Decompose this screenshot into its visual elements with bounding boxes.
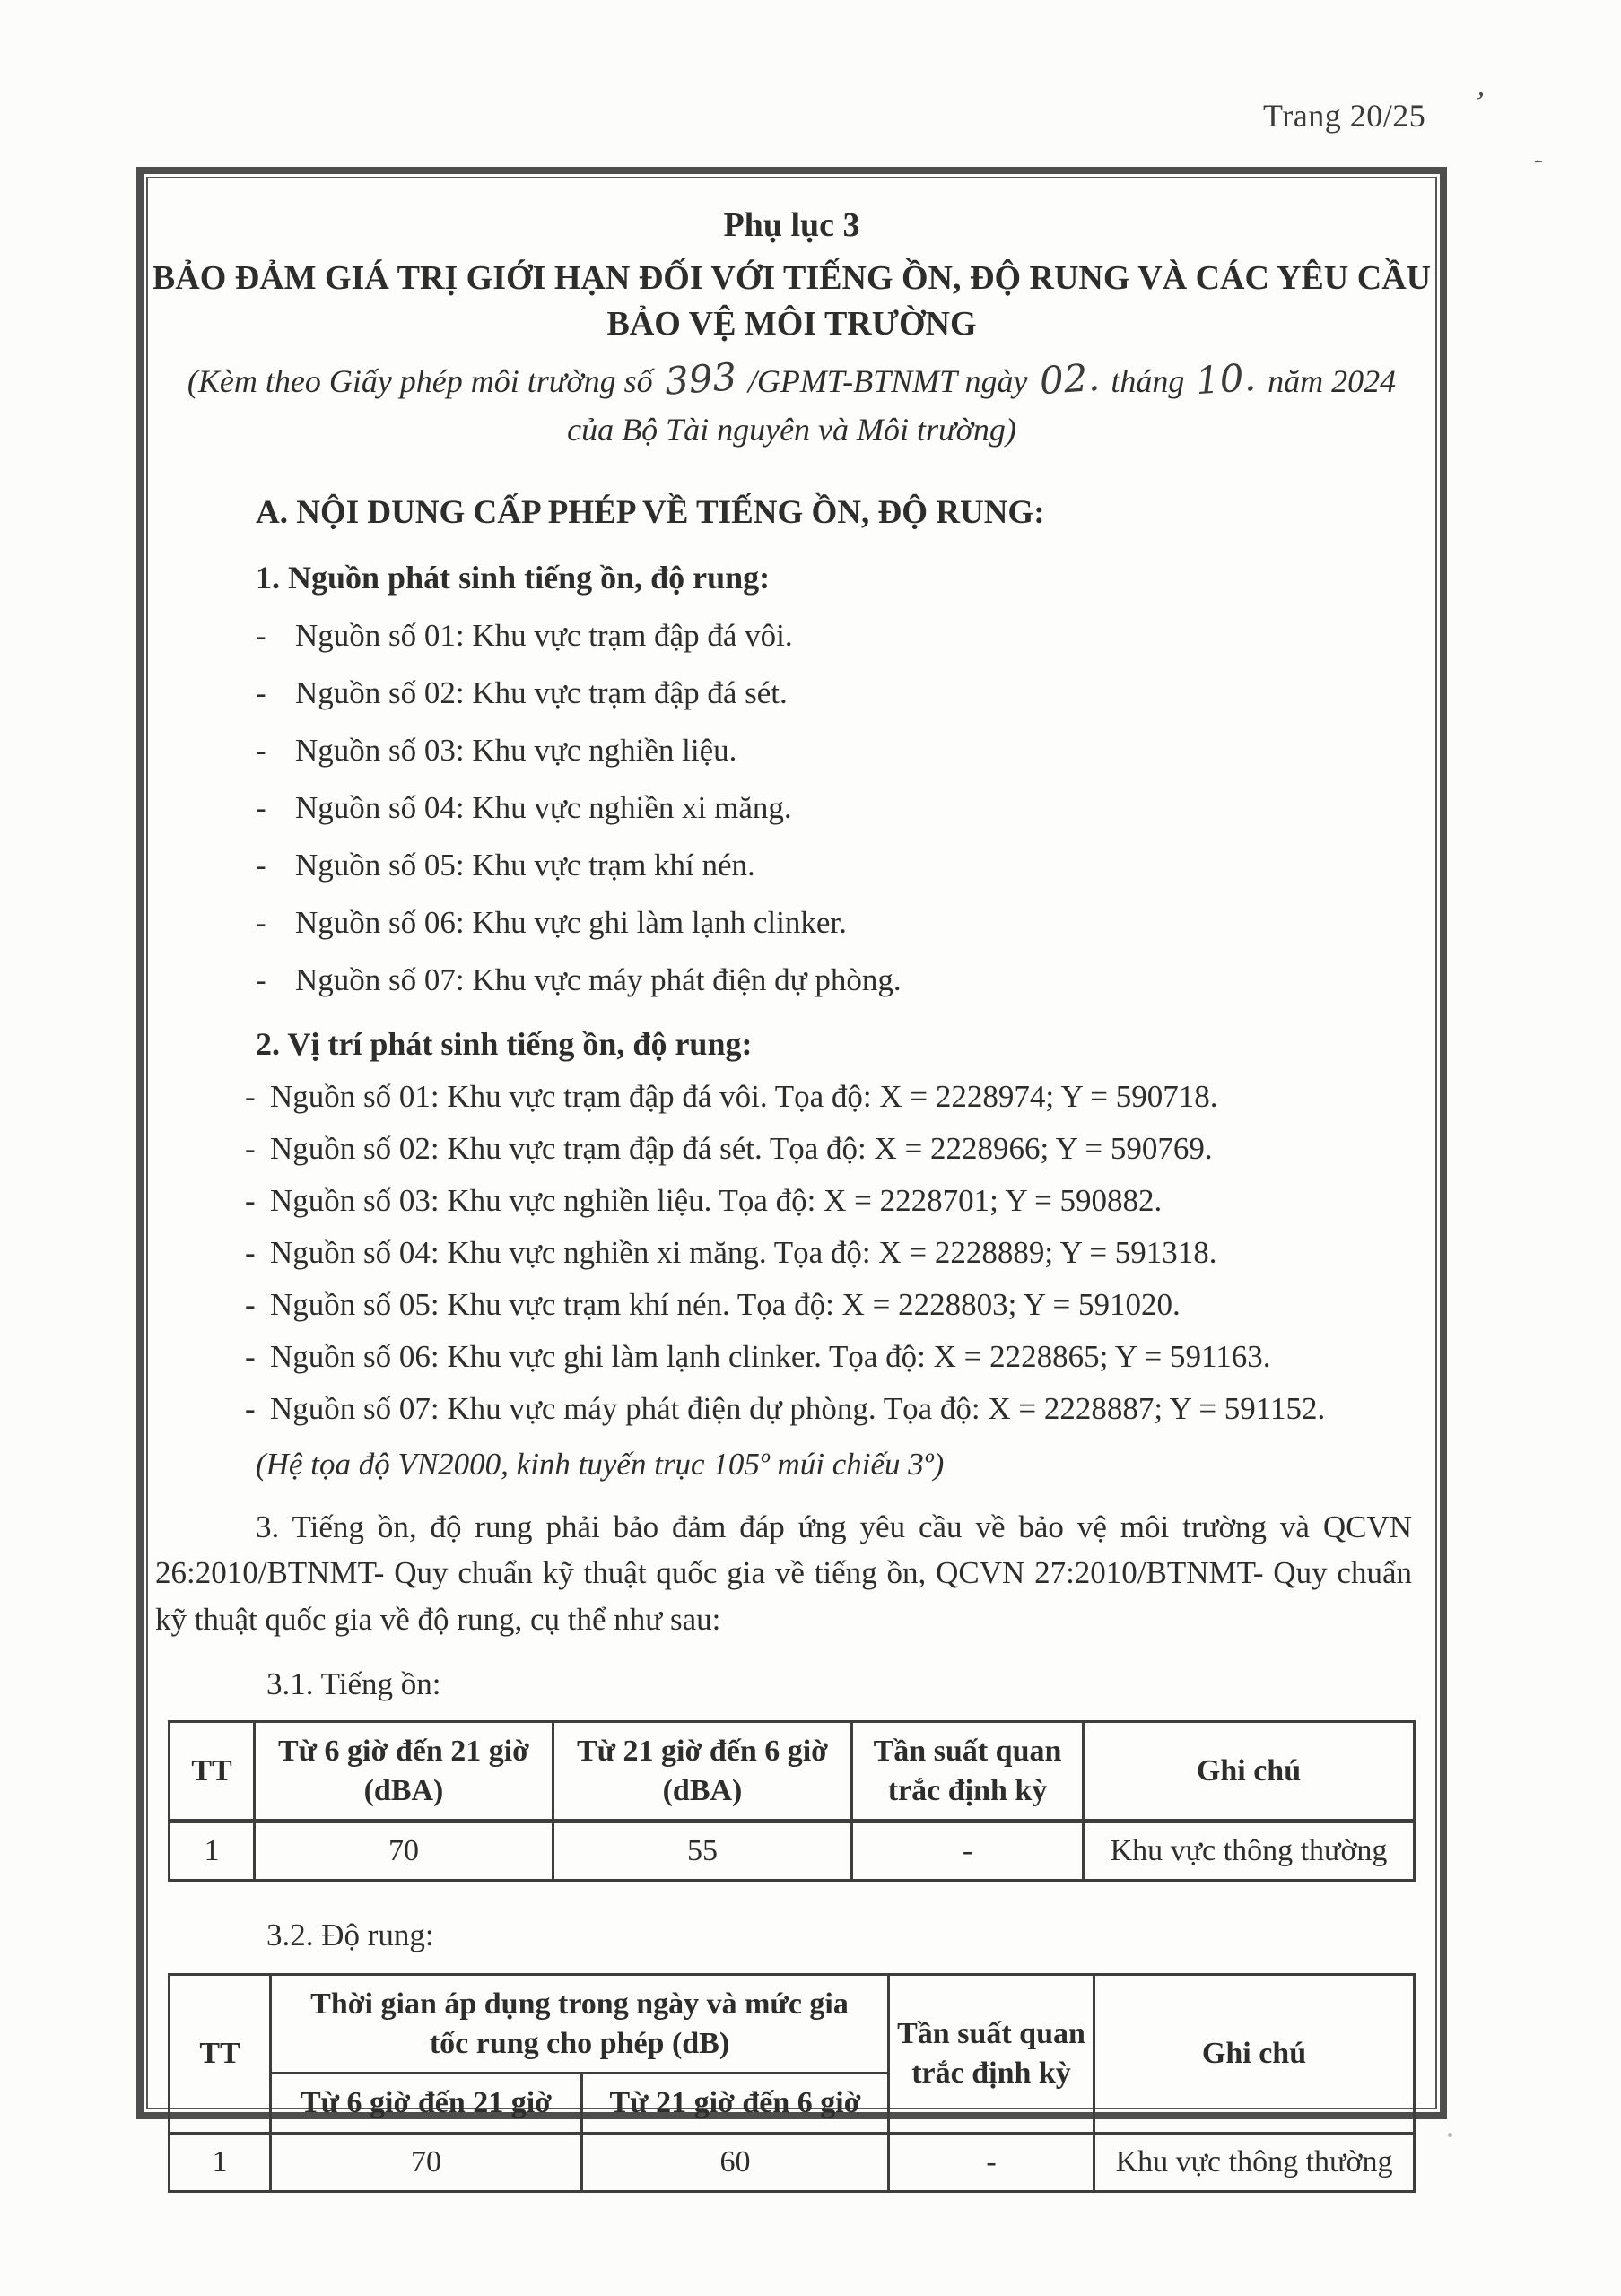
noise-header-nighttime-line1: Từ 21 giờ đến 6 giờ: [576, 1734, 829, 1768]
document-subtitle: [148, 353, 1435, 454]
noise-header-nighttime: [553, 1721, 852, 1821]
dash-bullet: -: [245, 1338, 256, 1374]
table-header-row: [170, 1721, 1415, 1821]
permit-day-handwritten: 02.: [1037, 354, 1101, 403]
list-item: [245, 1287, 1435, 1323]
noise-header-nighttime-line2: (dBA): [662, 1773, 743, 1807]
document-title-line2: VÀ CÁC YÊU CẦU BẢO VỆ MÔI TRƯỜNG: [606, 259, 1432, 344]
noise-cell-note: Khu vực thông thường: [1084, 1822, 1415, 1881]
section-2-heading: 2. Vị trí phát sinh tiếng ồn, độ rung:: [256, 1025, 753, 1062]
list-item-text: Nguồn số 05: Khu vực trạm khí nén.: [295, 847, 755, 883]
list-item: [245, 1339, 1435, 1375]
document-title-line1: BẢO ĐẢM GIÁ TRỊ GIỚI HẠN ĐỐI VỚI TIẾNG ỒN, ĐỘ RUNG: [152, 259, 1130, 297]
noise-header-frequency-line1: Tần suất quan: [873, 1734, 1062, 1768]
section-3-1-heading: 3.1. Tiếng ồn:: [266, 1665, 441, 1701]
list-item-text: Nguồn số 06: Khu vực ghi làm lạnh clinker.: [295, 904, 847, 940]
noise-cell-daytime: 70: [255, 1822, 553, 1881]
list-item-text: Nguồn số 06: Khu vực ghi làm lạnh clinker. Tọa độ: X = 2228865; Y = 591163.: [270, 1338, 1271, 1374]
section-1-heading: 1. Nguồn phát sinh tiếng ồn, độ rung:: [256, 559, 771, 596]
list-item: [256, 905, 1435, 941]
noise-header-daytime-line2: (dBA): [363, 1773, 444, 1807]
document-title: [148, 256, 1435, 348]
subtitle-line2: của Bộ Tài nguyên và Môi trường): [567, 411, 1016, 448]
list-item: [245, 1079, 1435, 1115]
list-item-text: Nguồn số 04: Khu vực nghiền xi măng. Tọa độ: X = 2228889; Y = 591318.: [270, 1234, 1217, 1270]
list-item-text: Nguồn số 05: Khu vực trạm khí nén. Tọa độ: X = 2228803; Y = 591020.: [270, 1286, 1181, 1322]
dash-bullet: -: [256, 732, 266, 768]
noise-limits-table: [168, 1720, 1416, 1882]
list-item-text: Nguồn số 04: Khu vực nghiền xi măng.: [295, 789, 792, 825]
list-item: [245, 1235, 1435, 1271]
noise-cell-nighttime: 55: [553, 1822, 852, 1881]
vibration-header-tt: TT: [170, 1975, 271, 2134]
scan-artifact-mark: ʼ: [1468, 85, 1488, 120]
dash-bullet: -: [245, 1286, 256, 1322]
vibration-limits-table: [168, 1973, 1416, 2193]
dash-bullet: -: [245, 1130, 256, 1166]
vibration-subheader-nighttime: Từ 21 giờ đến 6 giờ: [582, 2074, 889, 2134]
vibration-header-span: [271, 1975, 889, 2074]
vibration-cell-tt: 1: [170, 2133, 271, 2191]
subtitle-post: năm 2024: [1268, 362, 1397, 399]
subtitle-line1: [148, 353, 1435, 405]
document-frame-inner: [146, 177, 1437, 2179]
list-item: [256, 675, 1435, 711]
document-frame: [136, 167, 1447, 2179]
vibration-header-span-line1: Thời gian áp dụng trong ngày và mức gia: [310, 1987, 849, 2022]
list-item-text: Nguồn số 07: Khu vực máy phát điện dự phòng. Tọa độ: X = 2228887; Y = 591152.: [270, 1390, 1326, 1426]
dash-bullet: -: [256, 961, 266, 997]
vibration-header-frequency-line2: trắc định kỳ: [911, 2056, 1071, 2090]
vibration-subheader-daytime: Từ 6 giờ đến 21 giờ: [271, 2074, 582, 2134]
vibration-cell-frequency: -: [889, 2133, 1094, 2191]
list-item: [256, 790, 1435, 826]
dash-bullet: -: [245, 1390, 256, 1426]
noise-header-frequency: [852, 1721, 1084, 1821]
vibration-cell-daytime: 70: [271, 2133, 582, 2191]
subtitle-mid: /GPMT-BTNMT ngày: [747, 362, 1028, 399]
list-item-text: Nguồn số 03: Khu vực nghiền liệu.: [295, 732, 737, 768]
list-item-text: Nguồn số 02: Khu vực trạm đập đá sét.: [295, 674, 788, 710]
subtitle-pre: (Kèm theo Giấy phép môi trường số: [187, 362, 653, 399]
table-row: [170, 1822, 1415, 1881]
list-item-text: Nguồn số 01: Khu vực trạm đập đá vôi. Tọa độ: X = 2228974; Y = 590718.: [270, 1078, 1218, 1114]
dash-bullet: -: [256, 904, 266, 940]
noise-header-frequency-line2: trắc định kỳ: [887, 1773, 1048, 1807]
appendix-label: Phụ lục 3: [723, 206, 860, 244]
section-a-heading: A. NỘI DUNG CẤP PHÉP VỀ TIẾNG ỒN, ĐỘ RUNG:: [256, 493, 1045, 531]
dash-bullet: -: [256, 789, 266, 825]
scan-artifact-dot: [1448, 2133, 1452, 2137]
dash-bullet: -: [256, 617, 266, 653]
page-number-label: Trang 20/25: [1263, 98, 1426, 134]
noise-header-tt: TT: [170, 1721, 255, 1821]
noise-header-daytime-line1: Từ 6 giờ đến 21 giờ: [277, 1734, 530, 1768]
vibration-cell-note: Khu vực thông thường: [1094, 2133, 1415, 2191]
list-item: [245, 1131, 1435, 1167]
list-item: [256, 733, 1435, 769]
dash-bullet: -: [245, 1182, 256, 1218]
table-header-row: [170, 1975, 1415, 2074]
list-item: [245, 1391, 1435, 1427]
noise-cell-frequency: -: [852, 1822, 1084, 1881]
dash-bullet: -: [256, 847, 266, 883]
section-3-2-heading: 3.2. Độ rung:: [266, 1918, 434, 1953]
table-row: [170, 2133, 1415, 2191]
vibration-header-span-line2: tốc rung cho phép (dB): [429, 2026, 730, 2060]
list-item: [245, 1183, 1435, 1219]
list-item: [256, 848, 1435, 883]
coordinate-system-note: (Hệ tọa độ VN2000, kinh tuyến trục 105º múi chiếu 3º): [256, 1446, 945, 1482]
dash-bullet: -: [245, 1234, 256, 1270]
noise-cell-tt: 1: [170, 1822, 255, 1881]
dash-bullet: -: [245, 1078, 256, 1114]
vibration-header-frequency: [889, 1975, 1094, 2134]
vibration-header-note: Ghi chú: [1094, 1975, 1415, 2134]
noise-header-note: Ghi chú: [1084, 1721, 1415, 1821]
vibration-cell-nighttime: 60: [582, 2133, 889, 2191]
permit-month-handwritten: 10.: [1194, 354, 1258, 403]
vibration-header-frequency-line1: Tần suất quan: [897, 2017, 1085, 2051]
list-item: [256, 962, 1435, 998]
noise-header-daytime: [255, 1721, 553, 1821]
paragraph-3: 3. Tiếng ồn, độ rung phải bảo đảm đáp ứng yêu cầu về bảo vệ môi trường và QCVN 26:2010/BTNMT- Quy chuẩn kỹ thuật quốc gia về tiếng ồn, QCVN 27:2010/BTNMT- Quy chuẩn kỹ thuật quốc gia về độ rung, cụ thể như sau:: [155, 1509, 1412, 1638]
list-item-text: Nguồn số 03: Khu vực nghiền liệu. Tọa độ: X = 2228701; Y = 590882.: [270, 1182, 1163, 1218]
list-item-text: Nguồn số 02: Khu vực trạm đập đá sét. Tọa độ: X = 2228966; Y = 590769.: [270, 1130, 1213, 1166]
scan-artifact-mark: ˏ: [1515, 135, 1545, 168]
permit-number-handwritten: 393: [663, 353, 738, 404]
dash-bullet: -: [256, 674, 266, 710]
list-item-text: Nguồn số 01: Khu vực trạm đập đá vôi.: [295, 617, 793, 653]
subtitle-thang: tháng: [1111, 362, 1185, 399]
list-item-text: Nguồn số 07: Khu vực máy phát điện dự phòng.: [295, 961, 902, 997]
list-item: [256, 618, 1435, 654]
